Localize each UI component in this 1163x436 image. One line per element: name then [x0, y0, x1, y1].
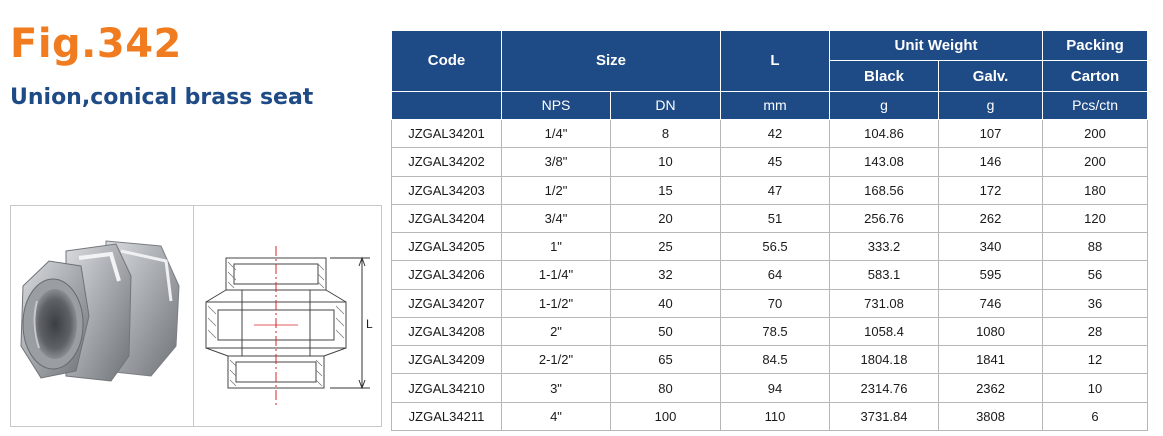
header-l: L	[721, 31, 830, 92]
header-g-black: g	[830, 91, 939, 119]
header-code-unit	[392, 91, 502, 119]
cell-dn: 20	[611, 204, 721, 232]
cell-galv-g: 1841	[939, 346, 1043, 374]
table-row	[392, 261, 1148, 289]
cell-pcs: 6	[1043, 402, 1148, 430]
cell-pcs: 36	[1043, 289, 1148, 317]
cell-black-g: 168.56	[830, 176, 939, 204]
cell-dn: 25	[611, 233, 721, 261]
cell-code: JZGAL34201	[392, 120, 502, 148]
cell-galv-g: 1080	[939, 317, 1043, 345]
cell-galv-g: 746	[939, 289, 1043, 317]
cell-galv-g: 3808	[939, 402, 1043, 430]
cell-dn: 8	[611, 120, 721, 148]
cell-nps: 3/4"	[502, 204, 611, 232]
cell-black-g: 256.76	[830, 204, 939, 232]
header-g-galv: g	[939, 91, 1043, 119]
cell-nps: 2"	[502, 317, 611, 345]
cell-code: JZGAL34208	[392, 317, 502, 345]
table-row	[392, 317, 1148, 345]
cell-l: 78.5	[721, 317, 830, 345]
cell-nps: 1/2"	[502, 176, 611, 204]
table-row	[392, 148, 1148, 176]
table-row	[392, 374, 1148, 402]
cell-nps: 3"	[502, 374, 611, 402]
cell-dn: 32	[611, 261, 721, 289]
cell-galv-g: 262	[939, 204, 1043, 232]
table-row	[392, 204, 1148, 232]
cell-nps: 1"	[502, 233, 611, 261]
header-mm: mm	[721, 91, 830, 119]
cell-pcs: 180	[1043, 176, 1148, 204]
cell-pcs: 28	[1043, 317, 1148, 345]
cell-dn: 15	[611, 176, 721, 204]
cell-black-g: 104.86	[830, 120, 939, 148]
product-photo	[10, 205, 195, 427]
cell-galv-g: 595	[939, 261, 1043, 289]
cell-pcs: 200	[1043, 120, 1148, 148]
cell-l: 110	[721, 402, 830, 430]
cell-l: 70	[721, 289, 830, 317]
cell-l: 56.5	[721, 233, 830, 261]
cell-code: JZGAL34209	[392, 346, 502, 374]
cell-pcs: 120	[1043, 204, 1148, 232]
cell-nps: 3/8"	[502, 148, 611, 176]
table-row	[392, 233, 1148, 261]
cell-pcs: 10	[1043, 374, 1148, 402]
table-row	[392, 289, 1148, 317]
cell-dn: 40	[611, 289, 721, 317]
table-row	[392, 176, 1148, 204]
cross-section-drawing	[194, 206, 381, 426]
cell-l: 84.5	[721, 346, 830, 374]
cell-l: 45	[721, 148, 830, 176]
cell-black-g: 583.1	[830, 261, 939, 289]
figure-subtitle: Union,conical brass seat	[10, 85, 314, 110]
cell-galv-g: 2362	[939, 374, 1043, 402]
header-packing: Packing	[1043, 31, 1148, 61]
header-pcs: Pcs/ctn	[1043, 91, 1148, 119]
header-nps: NPS	[502, 91, 611, 119]
cell-black-g: 1804.18	[830, 346, 939, 374]
table-row	[392, 346, 1148, 374]
cell-code: JZGAL34207	[392, 289, 502, 317]
cell-black-g: 143.08	[830, 148, 939, 176]
cell-code: JZGAL34205	[392, 233, 502, 261]
cell-code: JZGAL34210	[392, 374, 502, 402]
header-galv: Galv.	[939, 61, 1043, 91]
cell-l: 51	[721, 204, 830, 232]
cell-l: 64	[721, 261, 830, 289]
cell-galv-g: 340	[939, 233, 1043, 261]
cell-black-g: 731.08	[830, 289, 939, 317]
header-carton: Carton	[1043, 61, 1148, 91]
table-row	[392, 120, 1148, 148]
cell-pcs: 56	[1043, 261, 1148, 289]
table-row	[392, 402, 1148, 430]
cell-dn: 50	[611, 317, 721, 345]
cell-pcs: 200	[1043, 148, 1148, 176]
cell-l: 42	[721, 120, 830, 148]
header-unit-weight: Unit Weight	[830, 31, 1043, 61]
table-body	[392, 120, 1148, 431]
cell-l: 94	[721, 374, 830, 402]
dimension-label: L	[366, 317, 373, 331]
cell-black-g: 2314.76	[830, 374, 939, 402]
header-size: Size	[502, 31, 721, 92]
cell-pcs: 12	[1043, 346, 1148, 374]
cell-nps: 2-1/2"	[502, 346, 611, 374]
cell-code: JZGAL34202	[392, 148, 502, 176]
cell-code: JZGAL34206	[392, 261, 502, 289]
cell-dn: 65	[611, 346, 721, 374]
cell-nps: 1-1/2"	[502, 289, 611, 317]
cell-code: JZGAL34203	[392, 176, 502, 204]
cell-nps: 4"	[502, 402, 611, 430]
cell-code: JZGAL34211	[392, 402, 502, 430]
cell-code: JZGAL34204	[392, 204, 502, 232]
cell-dn: 100	[611, 402, 721, 430]
cell-black-g: 1058.4	[830, 317, 939, 345]
cell-dn: 10	[611, 148, 721, 176]
cell-dn: 80	[611, 374, 721, 402]
cell-black-g: 333.2	[830, 233, 939, 261]
cell-black-g: 3731.84	[830, 402, 939, 430]
cell-galv-g: 172	[939, 176, 1043, 204]
cell-nps: 1/4"	[502, 120, 611, 148]
cell-nps: 1-1/4"	[502, 261, 611, 289]
technical-drawing	[193, 205, 382, 427]
union-fitting-illustration	[11, 206, 194, 426]
figure-title: Fig.342	[10, 21, 182, 67]
specification-table	[391, 30, 1148, 431]
cell-galv-g: 107	[939, 120, 1043, 148]
header-black: Black	[830, 61, 939, 91]
header-dn: DN	[611, 91, 721, 119]
header-code: Code	[392, 31, 502, 92]
cell-galv-g: 146	[939, 148, 1043, 176]
cell-pcs: 88	[1043, 233, 1148, 261]
cell-l: 47	[721, 176, 830, 204]
